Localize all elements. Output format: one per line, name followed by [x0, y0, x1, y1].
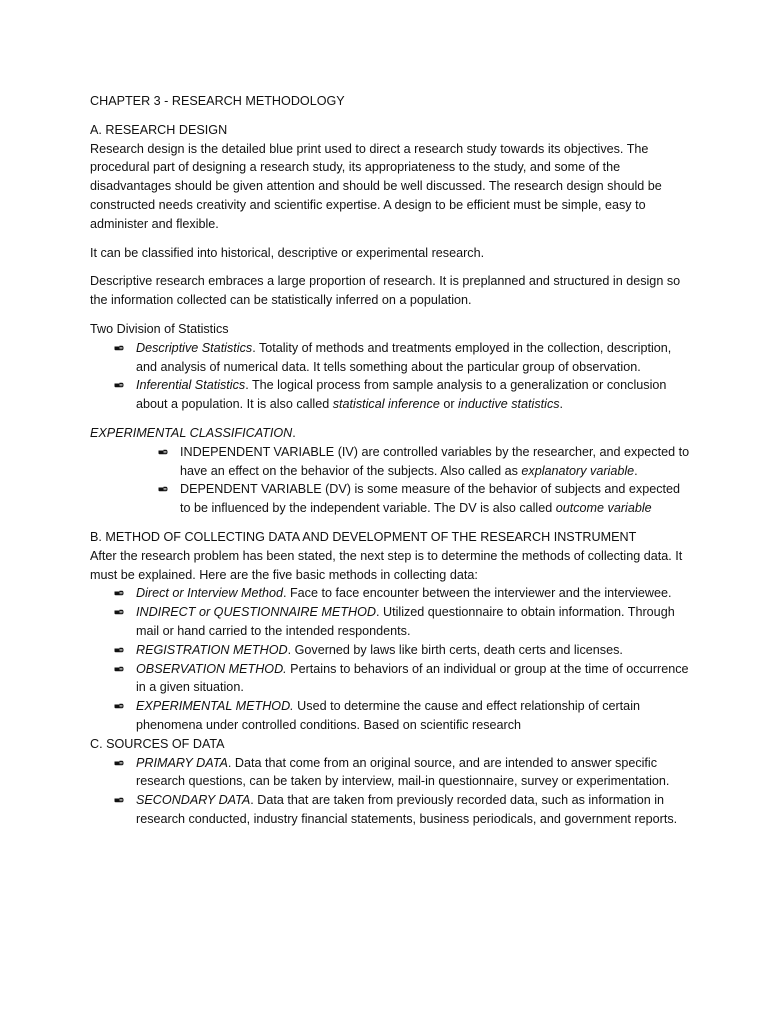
experimental-classification-heading [90, 424, 690, 443]
research-design-paragraph: Research design is the detailed blue print used to direct a research study towards its objectives. The procedural part of designing a research study, its appropriateness to the study, and some of the disadvantages should be given attention and should be well discussed. The research design should be constructed needs creativity and scientific expertise. A design to be efficient must be simple, easy to administer and flexible. [90, 141, 662, 231]
pointing-hand-icon [114, 757, 124, 769]
list-item-text: INDEPENDENT VARIABLE (IV) are controlled variables by the researcher, and expected to have an effect on the behavior of the subjects. Also called as [180, 444, 690, 478]
list-item-term: PRIMARY DATA [136, 755, 228, 770]
list-item [90, 376, 690, 414]
list-item-term: OBSERVATION METHOD. [136, 661, 287, 676]
list-item [90, 339, 690, 377]
list-item [90, 584, 690, 603]
list-item-text: . [559, 397, 564, 412]
list-item-text: . [634, 463, 638, 478]
list-item [90, 660, 690, 698]
list-item [90, 443, 690, 481]
list-item-term: EXPERIMENTAL METHOD. [136, 699, 294, 714]
list-item-term: INDIRECT or QUESTIONNAIRE METHOD [136, 605, 376, 620]
list-item [90, 697, 690, 735]
list-item [90, 791, 690, 829]
collecting-data-paragraph: After the research problem has been stated, the next step is to determine the methods of collecting data. It must be explained. Here are the five basic methods in collecting data: [90, 548, 683, 582]
heading-end: . [292, 425, 296, 440]
pointing-hand-icon [158, 446, 168, 458]
pointing-hand-icon [114, 379, 124, 391]
list-item-italic: outcome variable [555, 501, 652, 516]
section-c-heading: C. SOURCES OF DATA [90, 736, 225, 751]
list-item-text: DEPENDENT VARIABLE (DV) is some measure of the behavior of subjects and expected to be influenced by the independent variable. The DV is also called [180, 482, 681, 516]
list-item-text: . Governed by laws like birth certs, death certs and licenses. [287, 642, 623, 657]
pointing-hand-icon [158, 483, 168, 495]
list-item-text: . The logical process from sample analysis to a generalization or conclusion about a population. It is also called [136, 378, 667, 412]
pointing-hand-icon [114, 663, 124, 675]
list-item-text: . Totality of methods and treatments employed in the collection, description, and analysis of numerical data. It tells something about the particular group of observation. [136, 340, 672, 374]
list-item-term: Descriptive Statistics [136, 340, 253, 355]
section-b-heading: B. METHOD OF COLLECTING DATA AND DEVELOPMENT OF THE RESEARCH INSTRUMENT [90, 529, 637, 544]
chapter-title: CHAPTER 3 - RESEARCH METHODOLOGY [90, 94, 345, 108]
list-item-italic: explanatory variable [521, 463, 635, 478]
classification-paragraph: It can be classified into historical, descriptive or experimental research. [90, 245, 485, 260]
list-item-text: . Face to face encounter between the interviewer and the interviewee. [282, 586, 672, 601]
list-item-text: . Data that come from an original source, and are intended to answer specific research questions, can be taken by interview, mail-in questionnaire, survey or experimentation. [136, 755, 670, 789]
pointing-hand-icon [114, 342, 124, 354]
list-item [90, 754, 690, 792]
list-item-italic: statistical inference [332, 397, 440, 412]
list-item-text: Used to determine the cause and effect relationship of certain phenomena under controlled conditions. Based on scientific research [136, 699, 640, 732]
list-item-term: REGISTRATION METHOD [136, 642, 288, 657]
list-item-term: Direct or Interview Method [136, 586, 283, 601]
heading-text: EXPERIMENTAL CLASSIFICATION [90, 425, 293, 440]
list-item-text: . Data that are taken from previously recorded data, such as information in research conducted, industry financial statements, business periodicals, and government reports. [136, 793, 678, 826]
pointing-hand-icon [114, 644, 124, 656]
list-item-text: or [439, 397, 459, 412]
descriptive-research-paragraph: Descriptive research embraces a large proportion of research. It is preplanned and structured in design so the information collected can be statistically inferred on a population. [90, 274, 681, 308]
pointing-hand-icon [114, 700, 124, 712]
pointing-hand-icon [114, 587, 124, 599]
list-item-text: . Utilized questionnaire to obtain information. Through mail or hand carried to the intended respondents. [136, 605, 675, 638]
list-item-term: SECONDARY DATA [136, 793, 251, 808]
list-item-text: Pertains to behaviors of an individual or group at the time of occurrence in a given situation. [136, 661, 689, 695]
pointing-hand-icon [114, 606, 124, 618]
document-page [90, 92, 690, 829]
list-item [90, 603, 690, 641]
list-item [90, 641, 690, 660]
list-item-term: Inferential Statistics [136, 378, 246, 393]
section-a-heading: A. RESEARCH DESIGN [90, 122, 228, 137]
list-item [90, 480, 690, 518]
statistics-heading: Two Division of Statistics [90, 321, 229, 336]
list-item-italic: inductive statistics [458, 397, 560, 412]
pointing-hand-icon [114, 794, 124, 806]
